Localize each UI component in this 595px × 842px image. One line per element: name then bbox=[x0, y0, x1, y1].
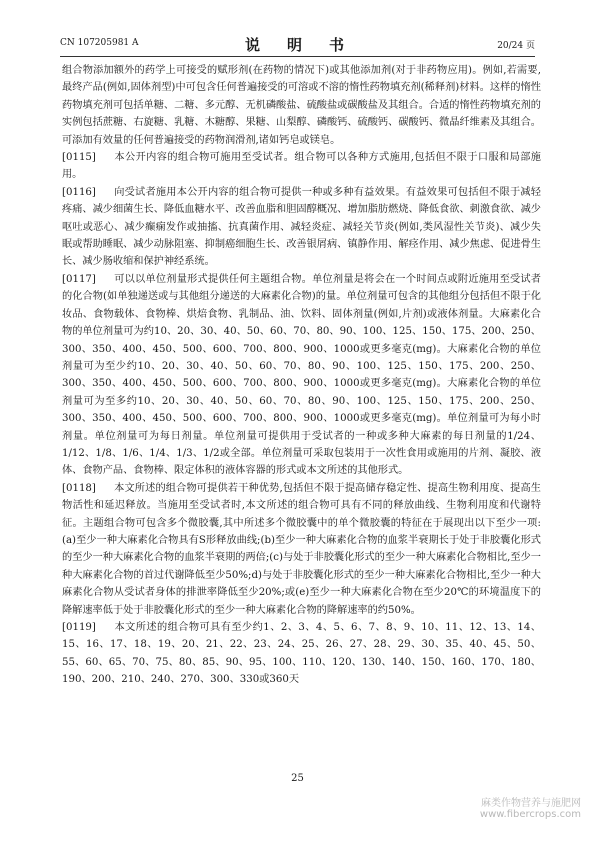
paragraph-0117 bbox=[62, 271, 541, 480]
paragraph-number: [0116] bbox=[62, 186, 96, 198]
paragraph-0119 bbox=[62, 619, 541, 689]
page-number: 25 bbox=[291, 773, 304, 784]
body-text bbox=[62, 62, 541, 689]
document-id: CN 107205981 A bbox=[60, 38, 139, 48]
paragraph-number: [0118] bbox=[62, 482, 96, 494]
page-header bbox=[60, 38, 535, 54]
paragraph-number: [0119] bbox=[62, 622, 96, 633]
paragraph-text: 向受试者施用本公开内容的组合物可提供一种或多种有益效果。有益效果可包括但不限于减轻疼痛、减少细菌生长、降低血糖水平、改善血脂和胆固醇概况、增加脂肪燃烧、降低食欲、刺激食欲、减少呕吐或恶心、减少癫痫发作或抽搐、抗真菌作用、减轻炎症、减轻关节炎(例如,类风湿性关节炎)、减少失眠或帮助睡眠、减少动脉阻塞、抑制癌细胞生长、改善银屑病、镇静作用、解痉作用、减少焦虑、促进骨生长、减少肠收缩和保护神经系统。 bbox=[62, 186, 541, 268]
paragraph-text: 本文所述的组合物可具有至少约1、2、3、4、5、6、7、8、9、10、11、12、13、14、15、16、17、18、19、20、21、22、23、24、25、26、27、28、29、30、35、40、45、50、55、60、65、70、75、80、85、90、95、100、110、120、130、140、150、160、170、180、190、200、210、240、270、300、330或360天 bbox=[62, 622, 541, 686]
header-rule bbox=[60, 56, 535, 57]
paragraph-number: [0115] bbox=[62, 152, 96, 164]
paragraph-text: 可以以单位剂量形式提供任何主题组合物。单位剂量是将会在一个时间点或附近施用至受试者的化合物(如单独递送或与其他组分递送的大麻素化合物)的量。单位剂量可包含的其他组分包括但不限于化妆品、食物载体、食物棒、烘焙食物、乳制品、油、饮料、固体剂量(例如,片剂)或液体剂量。大麻素化合物的单位剂量可为约10、20、30、40、50、60、70、80、90、100、125、150、175、200、250、300、350、400、450、500、600、700、800、900、1000或更多毫克(mg)。大麻素化合物的单位剂量可为至少约10、20、30、40、50、60、70、80、90、100、125、150、175、200、250、300、350、400、450、500、600、700、800、900、1000或更多毫克(mg)。大麻素化合物的单位剂量可为至多约10、20、30、40、50、60、70、80、90、100、125、150、175、200、250、300、350、400、450、500、600、700、800、900、1000或更多毫克(mg)。单位剂量可为每小时剂量。单位剂量可为每日剂量。单位剂量可提供用于受试者的一种或多种大麻素的每日剂量的1/24、1/12、1/8、1/6、1/4、1/3、1/2或全部。单位剂量可采取包装用于一次性食用或施用的片剂、凝胶、液体、食物产品、食物棒、限定体积的液体容器的形式或本文所述的其他形式。 bbox=[62, 273, 541, 477]
paragraph-text: 本公开内容的组合物可施用至受试者。组合物可以各种方式施用,包括但不限于口服和局部施用。 bbox=[62, 152, 541, 181]
paragraph-number: [0117] bbox=[62, 273, 96, 285]
watermark: 麻类作物营养与施肥网 www.fibercrops.com bbox=[479, 798, 581, 820]
paragraph-continuation bbox=[62, 62, 541, 149]
paragraph-0116 bbox=[62, 184, 541, 271]
paragraph-0115 bbox=[62, 149, 541, 184]
document-title: 说 明 书 bbox=[244, 36, 350, 54]
paragraph-text: 组合物添加额外的药学上可接受的赋形剂(在药物的情况下)或其他添加剂(对于非药物应用)。例如,若需要,最终产品(例如,固体剂型)中可包含任何普遍接受的可溶或不溶的惰性药物填充剂(稀释剂)材料。这样的惰性药物填充剂可包括单糖、二糖、多元醇、无机磷酸盐、硫酸盐或碳酸盐及其组合。合适的惰性药物填充剂的实例包括蔗糖、右旋糖、乳糖、木糖醇、果糖、山梨醇、磷酸钙、硫酸钙、碳酸钙、微晶纤维素及其组合。可添加有效量的任何普遍接受的药物润滑剂,诸如钙皂或镁皂。 bbox=[62, 65, 541, 146]
page-indicator: 20/24 页 bbox=[497, 41, 535, 51]
paragraph-text: 本文所述的组合物可提供若干种优势,包括但不限于提高储存稳定性、提高生物利用度、提高生物活性和延迟释放。当施用至受试者时,本文所述的组合物可具有不同的释放曲线、生物利用度和代谢特征。主题组合物可包含多个微胶囊,其中所述多个微胶囊中的单个微胶囊的特征在于展现出以下至少一项:(a)至少一种大麻素化合物具有S形释放曲线;(b)至少一种大麻素化合物的血浆半衰期长于处于非胶囊化形式的至少一种大麻素化合物的血浆半衰期的两倍;(c)与处于非胶囊化形式的至少一种大麻素化合物相比,至少一种大麻素化合物的首过代谢降低至少50%;d)与处于非胶囊化形式的至少一种大麻素化合物相比,至少一种大麻素化合物从受试者身体的排泄率降低至少20%;或(e)至少一种大麻素化合物在至少20℃的环境温度下的降解速率低于处于非胶囊化形式的至少一种大麻素化合物的降解速率的约50%。 bbox=[62, 482, 541, 616]
paragraph-0118 bbox=[62, 480, 541, 619]
